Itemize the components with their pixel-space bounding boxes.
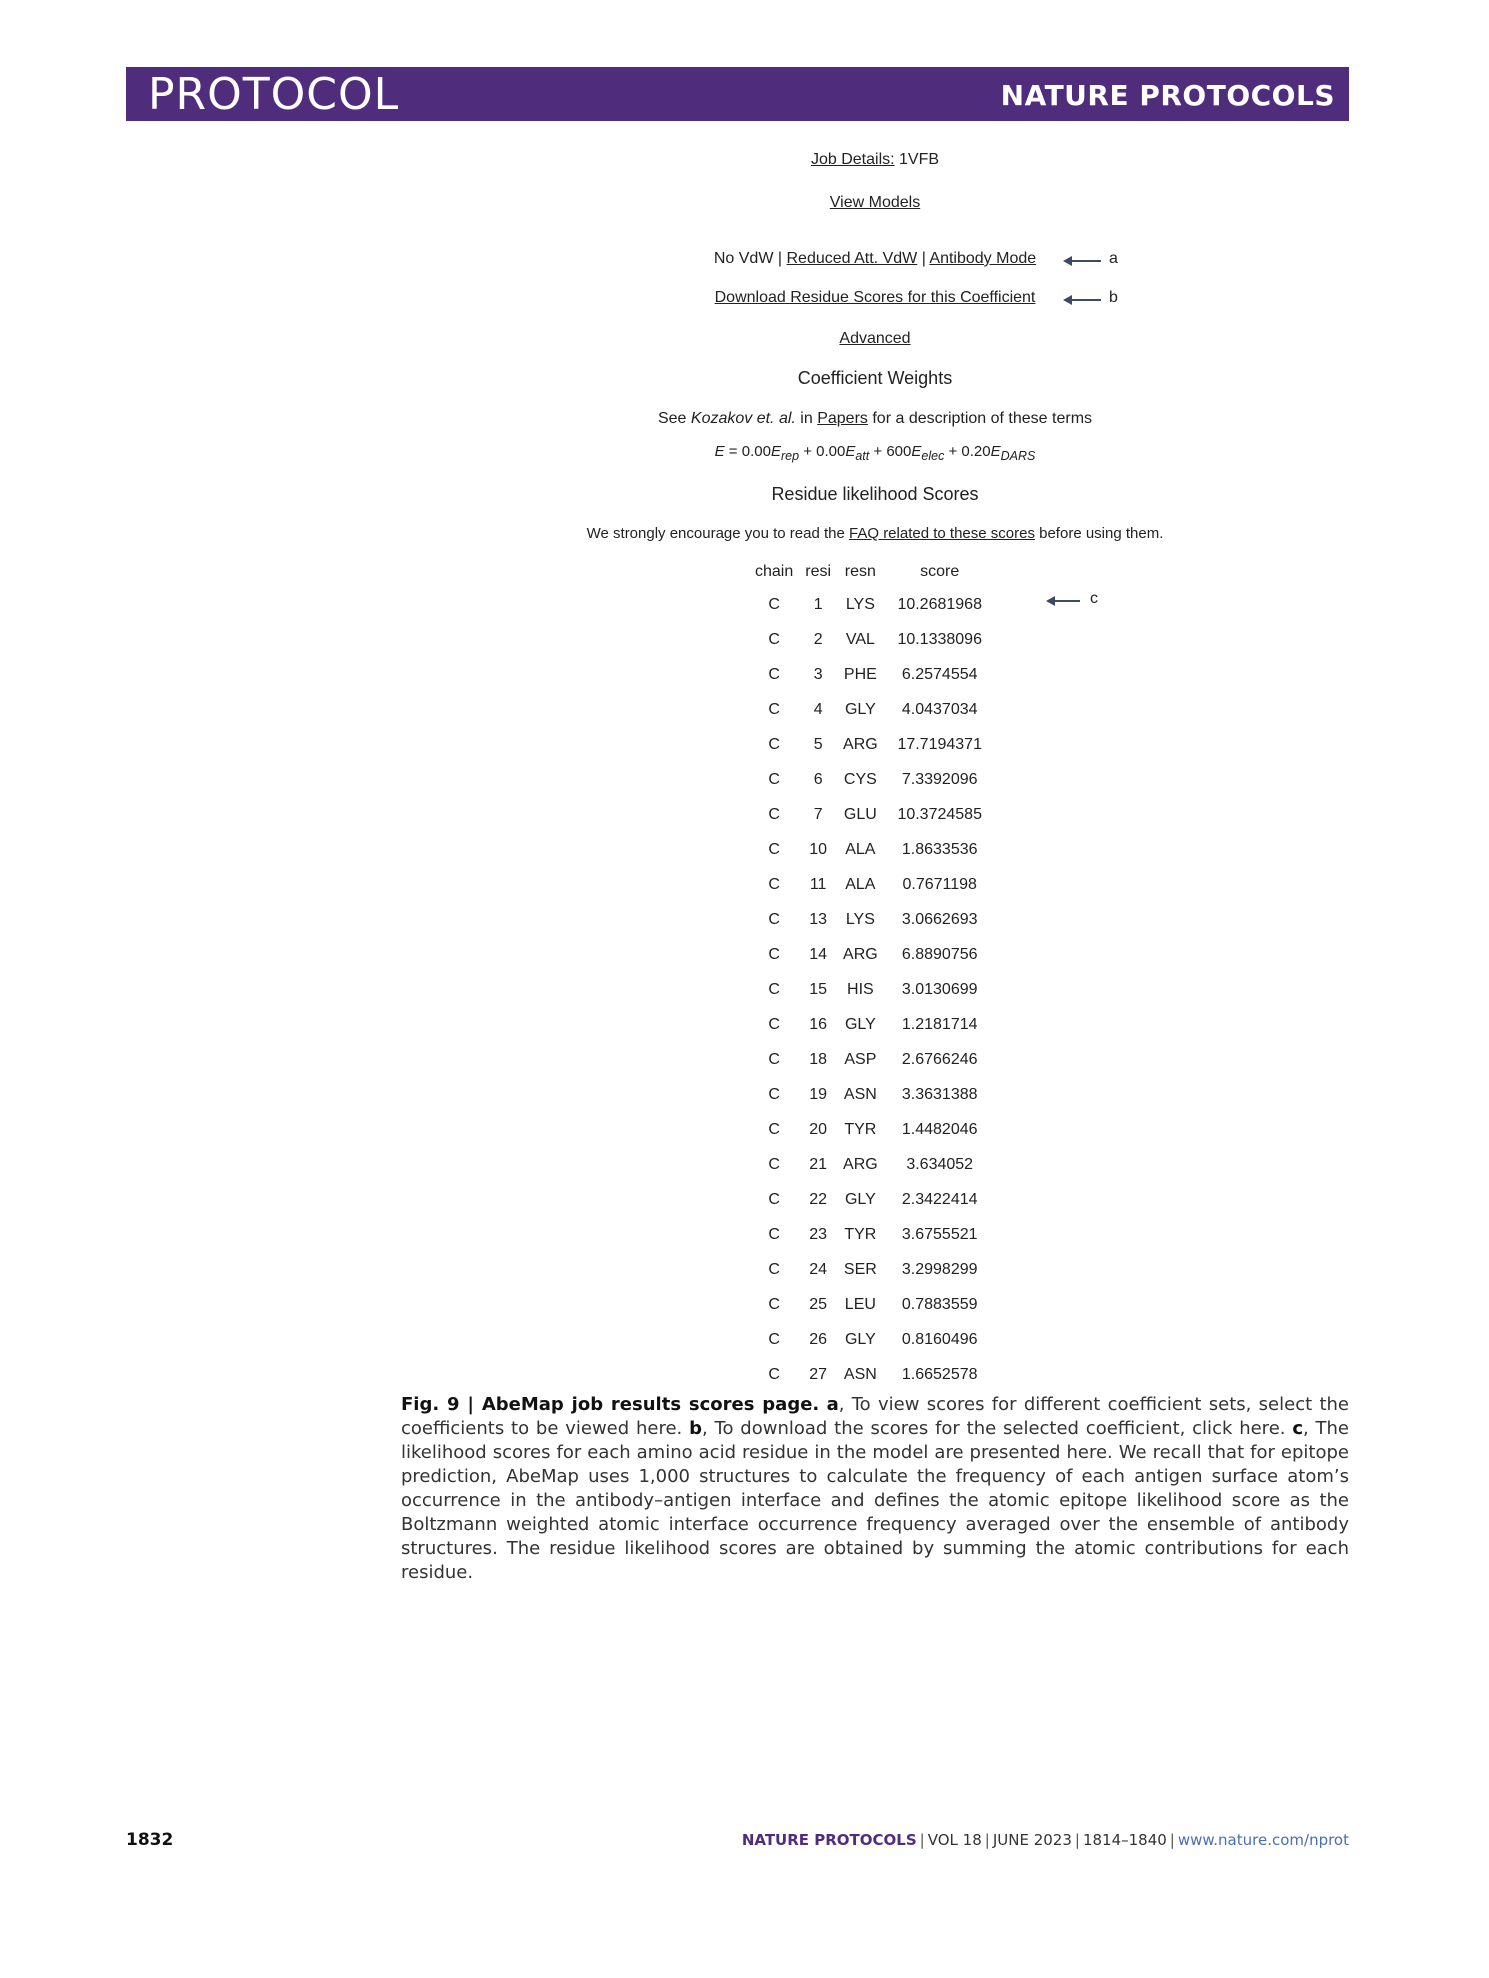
- see-authors: Kozakov et. al.: [690, 410, 796, 427]
- mode-no-vdw: No VdW: [713, 250, 774, 267]
- cell-score: 3.3631388: [901, 1085, 978, 1103]
- cell-chain: C: [768, 700, 780, 718]
- cell-resi: 7: [813, 805, 823, 823]
- eq-coef-2: + 0.00: [799, 443, 846, 460]
- eq-sub-3: elec: [921, 449, 945, 463]
- table-row: [749, 587, 996, 622]
- cell-chain: C: [768, 1365, 780, 1383]
- advanced-row: [0, 330, 1489, 348]
- footer-date: JUNE 2023: [992, 1831, 1072, 1849]
- cell-score: 4.0437034: [901, 700, 978, 718]
- cell-resi: 26: [809, 1330, 828, 1348]
- table-row: [749, 1042, 996, 1077]
- cell-score: 3.0130699: [901, 980, 978, 998]
- faq-prefix: We strongly encourage you to read the: [586, 525, 845, 542]
- mode-antibody-link[interactable]: Antibody Mode: [929, 250, 1037, 267]
- cell-resn: ARG: [843, 735, 878, 753]
- annotation-label-a: a: [1109, 250, 1118, 267]
- cell-score: 1.8633536: [901, 840, 978, 858]
- cell-resi: 3: [813, 665, 823, 683]
- cell-resn: TYR: [844, 1225, 877, 1243]
- cell-resn: VAL: [845, 630, 875, 648]
- table-row: [749, 692, 996, 727]
- table-header-row: [749, 557, 996, 587]
- caption-c-text: , The likelihood scores for each amino acid residue in the model are presented here. We recall that for epitope prediction, AbeMap uses 1,000 structures to calculate the frequency of each antigen surface atom’s occurrence in the antibody–antigen interface and defines the atomic epitope likelihood score as the Boltzmann weighted atomic interface occurrence frequency averaged over the ensemble of antibody structures. The residue likelihood scores are obtained by summing the atomic contributions for each residue.: [401, 1418, 1350, 1583]
- cell-score: 3.634052: [906, 1155, 974, 1173]
- eq-term-1: E: [770, 443, 781, 460]
- cell-score: 17.7194371: [897, 735, 982, 753]
- table-row: [749, 1217, 996, 1252]
- cell-resn: SER: [843, 1260, 877, 1278]
- footer-volume: VOL 18: [927, 1831, 982, 1849]
- cell-chain: C: [768, 665, 780, 683]
- cell-resn: GLY: [844, 1015, 876, 1033]
- cell-score: 0.7671198: [902, 875, 977, 893]
- cell-resi: 23: [809, 1225, 828, 1243]
- cell-chain: C: [768, 1225, 780, 1243]
- footer-sep: |: [1074, 1831, 1080, 1849]
- cell-chain: C: [768, 770, 780, 788]
- job-details: [0, 151, 1489, 169]
- mode-reduced-att-vdw-link[interactable]: Reduced Att. VdW: [786, 250, 918, 267]
- table-row: [749, 1112, 996, 1147]
- cell-resn: ALA: [845, 875, 876, 893]
- cell-score: 3.6755521: [901, 1225, 978, 1243]
- eq-sub-1: rep: [780, 449, 800, 463]
- cell-score: 0.8160496: [901, 1330, 978, 1348]
- cell-resi: 22: [809, 1190, 828, 1208]
- cell-resn: PHE: [843, 665, 877, 683]
- table-row: [749, 762, 996, 797]
- cell-chain: C: [768, 840, 780, 858]
- cell-resn: ASN: [843, 1085, 877, 1103]
- download-row: [0, 289, 1489, 307]
- column-header-resn: resn: [844, 563, 876, 580]
- table-row: [749, 657, 996, 692]
- table-row: [749, 1077, 996, 1112]
- cell-chain: C: [768, 595, 780, 613]
- cell-resi: 21: [809, 1155, 828, 1173]
- cell-resn: ARG: [843, 1155, 878, 1173]
- energy-equation: [0, 443, 1489, 463]
- cell-chain: C: [768, 805, 780, 823]
- cell-resn: TYR: [844, 1120, 877, 1138]
- cell-resn: GLY: [844, 1190, 876, 1208]
- annotation-label-b: b: [1109, 289, 1118, 306]
- download-scores-link[interactable]: Download Residue Scores for this Coefficient: [714, 289, 1036, 306]
- annotation-arrow-b: [1063, 293, 1103, 307]
- cell-resi: 4: [813, 700, 823, 718]
- cell-score: 2.3422414: [901, 1190, 978, 1208]
- faq-suffix: before using them.: [1039, 525, 1164, 542]
- view-models-row: [0, 194, 1489, 212]
- cell-score: 10.2681968: [897, 595, 982, 613]
- cell-chain: C: [768, 1330, 780, 1348]
- cell-chain: C: [768, 1155, 780, 1173]
- table-row: [749, 902, 996, 937]
- cell-score: 0.7883559: [901, 1295, 978, 1313]
- footer-sep: |: [1169, 1831, 1175, 1849]
- residue-scores-table: [749, 557, 996, 1392]
- table-row: [749, 937, 996, 972]
- cell-resn: ASP: [844, 1050, 877, 1068]
- see-prefix: See: [657, 410, 687, 427]
- footer-citation: [742, 1831, 1349, 1849]
- eq-sub-4: DARS: [1000, 449, 1036, 463]
- mode-separator: |: [921, 250, 926, 267]
- cell-resn: ASN: [843, 1365, 877, 1383]
- cell-resi: 11: [809, 875, 827, 893]
- cell-score: 6.2574554: [901, 665, 978, 683]
- table-row: [749, 1182, 996, 1217]
- cell-resi: 15: [809, 980, 828, 998]
- cell-resi: 16: [809, 1015, 828, 1033]
- column-header-score: score: [920, 563, 960, 580]
- footer-journal: NATURE PROTOCOLS: [741, 1831, 917, 1849]
- cell-score: 7.3392096: [901, 770, 978, 788]
- table-row: [749, 972, 996, 1007]
- figure-caption: [401, 1393, 1349, 1585]
- cell-score: 2.6766246: [901, 1050, 978, 1068]
- table-row: [749, 622, 996, 657]
- caption-b-text: , To download the scores for the selected coefficient, click here.: [702, 1418, 1286, 1439]
- cell-resn: LEU: [844, 1295, 876, 1313]
- cell-resi: 18: [809, 1050, 828, 1068]
- cell-chain: C: [768, 1190, 780, 1208]
- footer-url-link[interactable]: www.nature.com/nprot: [1177, 1831, 1349, 1849]
- caption-fig-label: Fig. 9 | AbeMap job results scores page.: [401, 1394, 820, 1415]
- cell-resn: CYS: [843, 770, 877, 788]
- cell-chain: C: [768, 735, 780, 753]
- see-suffix: for a description of these terms: [872, 410, 1093, 427]
- eq-coef-4: + 0.20: [944, 443, 991, 460]
- cell-chain: C: [768, 1295, 780, 1313]
- coefficient-weights-heading: Coefficient Weights: [797, 368, 953, 388]
- cell-chain: C: [768, 1120, 780, 1138]
- coefficient-description: [0, 410, 1489, 428]
- table-row: [749, 1287, 996, 1322]
- faq-link[interactable]: FAQ related to these scores: [849, 525, 1035, 542]
- cell-resn: LYS: [845, 910, 875, 928]
- cell-resi: 24: [809, 1260, 828, 1278]
- caption-c-label: c: [1292, 1418, 1303, 1439]
- footer-sep: |: [919, 1831, 925, 1849]
- cell-resn: GLU: [843, 805, 877, 823]
- cell-resi: 13: [809, 910, 828, 928]
- section-label: PROTOCOL: [148, 69, 400, 120]
- footer-sep: |: [984, 1831, 990, 1849]
- cell-resn: GLY: [844, 1330, 876, 1348]
- residue-scores-heading: Residue likelihood Scores: [771, 484, 979, 504]
- cell-resi: 14: [809, 945, 828, 963]
- page-number: 1832: [126, 1830, 174, 1850]
- cell-resn: GLY: [844, 700, 876, 718]
- mode-separator: |: [777, 250, 783, 267]
- cell-resi: 25: [809, 1295, 828, 1313]
- caption-a-text: , To view scores for different coefficient sets, select the coefficients to be viewed here.: [401, 1394, 1349, 1439]
- eq-coef-1: = 0.00: [724, 443, 771, 460]
- faq-notice: [0, 525, 1489, 542]
- table-row: [749, 832, 996, 867]
- eq-sub-2: att: [855, 449, 870, 463]
- cell-resi: 2: [813, 630, 823, 648]
- cell-resi: 27: [809, 1365, 828, 1383]
- mode-selector: [0, 250, 1489, 268]
- cell-chain: C: [768, 630, 780, 648]
- table-row: [749, 1322, 996, 1357]
- cell-score: 1.4482046: [901, 1120, 978, 1138]
- view-models-link[interactable]: View Models: [829, 194, 921, 211]
- table-row: [749, 727, 996, 762]
- eq-lhs: E: [714, 443, 725, 460]
- caption-a-label: a: [826, 1394, 839, 1415]
- eq-term-2: E: [845, 443, 856, 460]
- cell-resn: LYS: [845, 595, 875, 613]
- cell-resn: HIS: [847, 980, 874, 998]
- annotation-label-c: c: [1090, 590, 1098, 607]
- cell-score: 10.3724585: [897, 805, 982, 823]
- eq-term-4: E: [990, 443, 1001, 460]
- caption-b-label: b: [689, 1418, 702, 1439]
- table-row: [749, 1007, 996, 1042]
- annotation-arrow-a: [1063, 254, 1103, 268]
- eq-coef-3: + 600: [869, 443, 912, 460]
- cell-chain: C: [768, 1050, 780, 1068]
- cell-score: 6.8890756: [901, 945, 978, 963]
- cell-resi: 6: [813, 770, 823, 788]
- job-id: 1VFB: [899, 151, 940, 168]
- cell-resi: 20: [809, 1120, 828, 1138]
- eq-term-3: E: [911, 443, 922, 460]
- table-row: [749, 1252, 996, 1287]
- cell-resi: 10: [809, 840, 828, 858]
- cell-chain: C: [768, 980, 780, 998]
- table-body: [749, 587, 996, 1392]
- cell-resi: 5: [813, 735, 823, 753]
- cell-chain: C: [768, 910, 780, 928]
- cell-chain: C: [768, 1015, 780, 1033]
- cell-chain: C: [768, 1260, 780, 1278]
- papers-link[interactable]: Papers: [817, 410, 868, 427]
- column-header-chain: chain: [755, 563, 794, 580]
- cell-score: 1.6652578: [901, 1365, 978, 1383]
- cell-chain: C: [768, 1085, 780, 1103]
- cell-score: 3.2998299: [901, 1260, 978, 1278]
- column-header-resi: resi: [805, 563, 832, 580]
- table-row: [749, 1147, 996, 1182]
- cell-score: 1.2181714: [901, 1015, 978, 1033]
- job-details-link[interactable]: Job Details:: [810, 151, 895, 168]
- table-row: [749, 1357, 996, 1392]
- cell-score: 10.1338096: [897, 630, 982, 648]
- header-banner: [126, 67, 1349, 121]
- footer-pages: 1814–1840: [1082, 1831, 1167, 1849]
- table-row: [749, 867, 996, 902]
- table-row: [749, 797, 996, 832]
- annotation-arrow-c: [1046, 594, 1082, 608]
- cell-score: 3.0662693: [901, 910, 978, 928]
- advanced-link[interactable]: Advanced: [839, 330, 911, 347]
- cell-chain: C: [768, 945, 780, 963]
- cell-resi: 1: [813, 595, 823, 613]
- cell-resn: ARG: [843, 945, 878, 963]
- cell-resi: 19: [809, 1085, 828, 1103]
- journal-label: NATURE PROTOCOLS: [1000, 79, 1335, 112]
- cell-resn: ALA: [845, 840, 876, 858]
- see-in: in: [800, 410, 813, 427]
- cell-chain: C: [768, 875, 780, 893]
